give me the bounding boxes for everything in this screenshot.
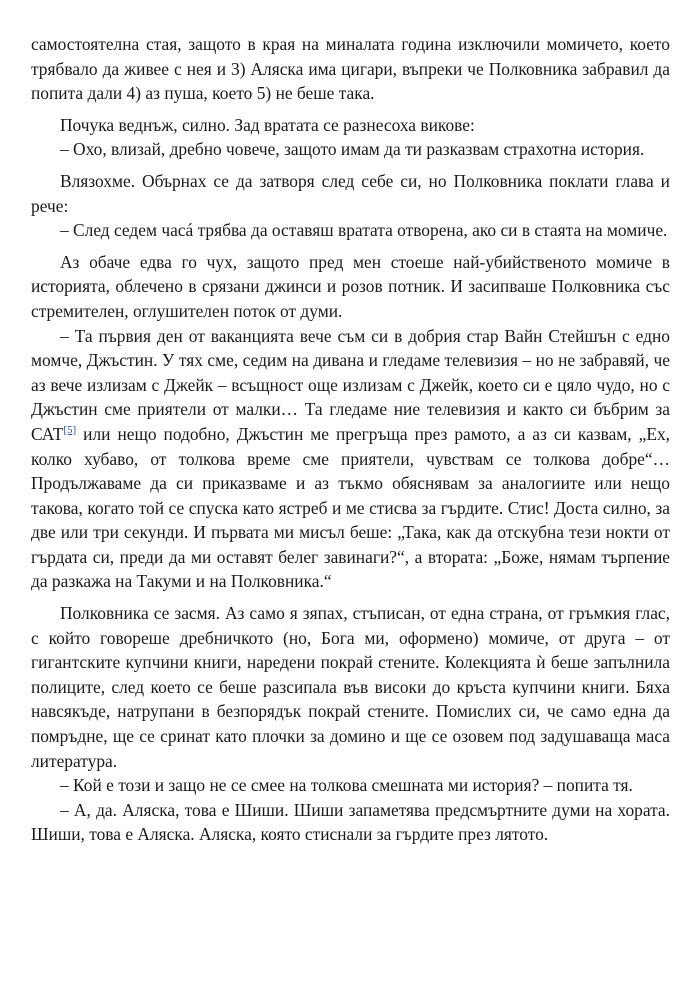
paragraph-4: Влязохме. Обърнах се да затворя след себе си, но Полковника поклати глава и рече: (31, 170, 670, 216)
paragraph-9: – Кой е този и защо не се смее на толкова смешната ми история? – попита тя. (60, 775, 633, 796)
paragraph-7 (31, 324, 670, 595)
paragraph-1: самостоятелна стая, защото в края на миналата година изключили момичето, което трябвало да живее с нея и 3) Аляска има цигари, въпреки че Полковника забравил да попита дали 4) аз пуша, което 5) не беше така. (31, 34, 670, 104)
paragraph-10: – А, да. Аляска, това е Шиши. Шиши запаметява предсмъртните думи на хората. Шиши, това е Аляска. Аляска, която стиснали за гърдите през лятото. (31, 799, 670, 845)
paragraph-7-text-after: или нещо подобно, Джъстин ме прегръща през рамото, а аз си казвам, „Ех, колко хубаво, от толкова време сме приятели, чувствам се толкова добре“… Продължаваме да си приказваме и аз тъкмо обяснявам за аналогиите или нещо такова, когато той се спуска като ястреб и ме стисва за гърдите. Стис! Доста силно, за две или три секунди. И първата ми мисъл беше: „Така, как да отскубна тези нокти от гърдата си, преди да ми оставят белег завинаги?“, а втората: „Боже, нямам търпение да разкажа на Такуми и на Полковника.“ (31, 423, 670, 592)
paragraph-3: – Охо, влизай, дребно човече, защото имам да ти разказвам страхотна история. (60, 139, 645, 160)
footnote-link[interactable]: [5] (63, 424, 77, 437)
paragraph-2: Почука веднъж, силно. Зад вратата се разнесоха викове: (60, 114, 475, 135)
paragraph-8: Полковника се засмя. Аз само я зяпах, стъписан, от една страна, от гръмкия глас, с който говореше дребничкото (но, Бога ми, оформено) момиче, от друга – от гигантските купчини книги, наредени покрай стените. Колекцията ѝ беше запълнила полиците, след което се беше разсипала във високи до кръста купчини книги. Бяха навсякъде, натрупани в безпорядък покрай стените. Помислих си, че само една да помръдне, ще се сринат като плочки за домино и ще се озовем под задушаваща маса литература. (31, 603, 670, 771)
paragraph-6: Аз обаче едва го чух, защото пред мен стоеше най-убийственото момиче в историята, облечено в срязани джинси и розов потник. И засипваше Полковника със стремителен, оглушителен поток от думи. (31, 251, 670, 321)
paragraph-7-text-before: – Та първия ден от ваканцията вече съм си в добрия стар Вайн Стейшън с едно момче, Джъстин. У тях сме, седим на дивана и гледаме телевизия – но не забравяй, че аз вече излизам с Джейк – всъщност още излизам с Джейк, което си е цяло чудо, но с Джъстин сме приятели от малки… Та гледаме ние телевизия и както си бъбрим за САТ (31, 325, 670, 444)
paragraph-5: – След седем часá трябва да оставяш вратата отворена, ако си в стаята на момиче. (60, 220, 668, 241)
